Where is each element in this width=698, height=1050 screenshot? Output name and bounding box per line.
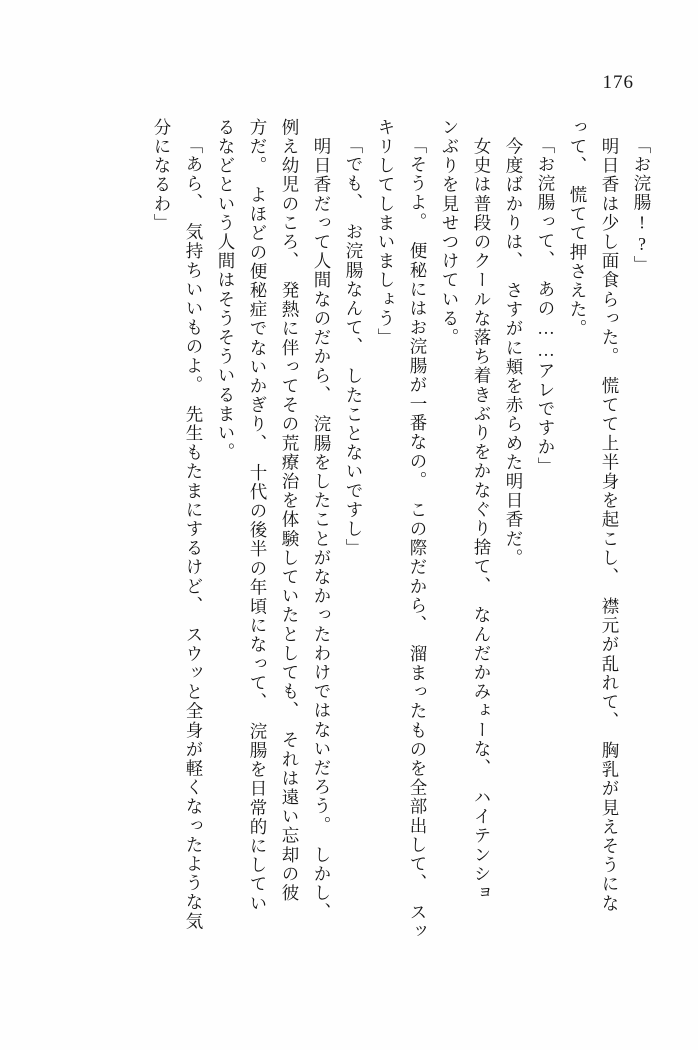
text-line: 例え幼児のころ、 発熱に伴ってその荒療治を体験していたとしても、 それは遠い忘却の彼 xyxy=(280,118,300,903)
text-line: って、 慌てて押さえた。 xyxy=(568,118,588,339)
text-line: 「そうよ。 便秘にはお浣腸が一番なの。 この際だから、 溜まったものを全部出して、 スッ xyxy=(408,136,428,942)
text-line: 「でも、 お浣腸なんて、 したことないですし」 xyxy=(344,136,364,558)
text-line: 「お浣腸!?」 xyxy=(632,136,652,275)
text-line: るなどという人間はそうそういるまい。 xyxy=(216,118,236,462)
page-number: 176 xyxy=(602,72,634,93)
vertical-text-body xyxy=(48,118,650,1010)
text-line: 「お浣腸って、 あの……アレですか」 xyxy=(536,136,556,477)
text-line: 今度ばかりは、 さすがに頬を赤らめた明日香だ。 xyxy=(504,118,524,568)
text-line: キリしてしまいましょう」 xyxy=(376,118,396,348)
text-line: 分になるわ」 xyxy=(152,118,172,233)
text-line: 明日香だって人間なのだから、 浣腸をしたことがなかったわけではないだろう。 しかし、 xyxy=(312,118,332,922)
text-line: 女史は普段のクールな落ち着きぶりをかなぐり捨て、 なんだかみょーな、 ハイテンショ xyxy=(472,118,492,903)
text-line: ンぶりを見せつけている。 xyxy=(440,118,460,348)
text-line: 「あら、 気持ちいいものよ。 先生もたまにするけど、 スウッと全身が軽くなったような気 xyxy=(184,136,204,932)
text-line: 明日香は少し面食らった。 慌てて上半身を起こし、 襟元が乱れて、 胸乳が見えそうにな xyxy=(600,118,620,914)
text-line: 方だ。 よほどの便秘症でないかぎり、 十代の後半の年頃になって、 浣腸を日常的にしてい xyxy=(248,118,268,914)
